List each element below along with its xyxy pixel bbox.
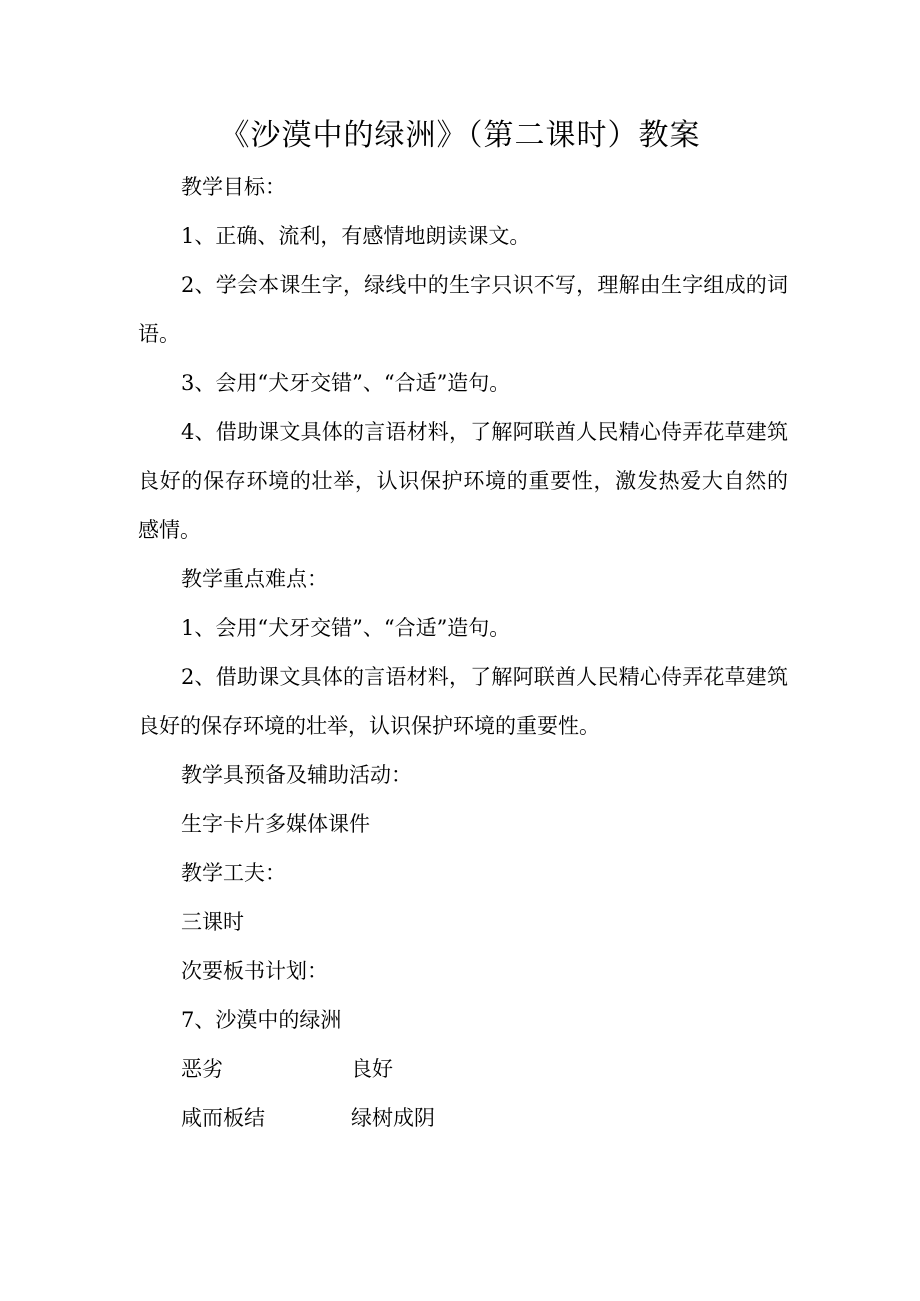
board-pair-right: 绿树成阴 <box>351 1106 435 1130</box>
paragraph-time-heading: 教学工夫： <box>181 861 286 885</box>
paragraph-objectives-heading: 教学目标： <box>181 175 286 199</box>
paragraph-objective-3: 3、会用“犬牙交错”、“合适”造句。 <box>181 371 511 395</box>
paragraph-key-point-2: 2、借助课文具体的言语材料，了解阿联酋人民精心侍弄花草建筑良好的保存环境的壮举，认识保护环境的重要性。 <box>138 665 788 738</box>
paragraph-materials: 生字卡片多媒体课件 <box>181 812 370 836</box>
document-title: 《沙漠中的绿洲》（第二课时）教案 <box>219 118 701 153</box>
paragraph-objective-2: 2、学会本课生字，绿线中的生字只识不写，理解由生字组成的词语。 <box>138 273 788 346</box>
board-pair-left: 恶劣 <box>181 1057 223 1081</box>
board-pair-row <box>138 1094 788 1143</box>
paragraph-board-heading: 次要板书计划： <box>181 959 328 983</box>
board-pair-right: 良好 <box>351 1057 393 1081</box>
paragraph-materials-heading: 教学具预备及辅助活动： <box>181 763 412 787</box>
board-pair-left: 咸而板结 <box>181 1106 265 1130</box>
paragraph-objective-4: 4、借助课文具体的言语材料，了解阿联酋人民精心侍弄花草建筑良好的保存环境的壮举，认识保护环境的重要性，激发热爱大自然的感情。 <box>138 420 788 542</box>
paragraph-board-title: 7、沙漠中的绿洲 <box>181 1008 342 1032</box>
document-body <box>138 163 788 1143</box>
paragraph-key-points-heading: 教学重点难点： <box>181 567 328 591</box>
board-pair-row <box>138 1045 788 1094</box>
paragraph-time: 三课时 <box>181 910 244 934</box>
paragraph-objective-1: 1、正确、流利，有感情地朗读课文。 <box>181 224 531 248</box>
paragraph-key-point-1: 1、会用“犬牙交错”、“合适”造句。 <box>181 616 511 640</box>
